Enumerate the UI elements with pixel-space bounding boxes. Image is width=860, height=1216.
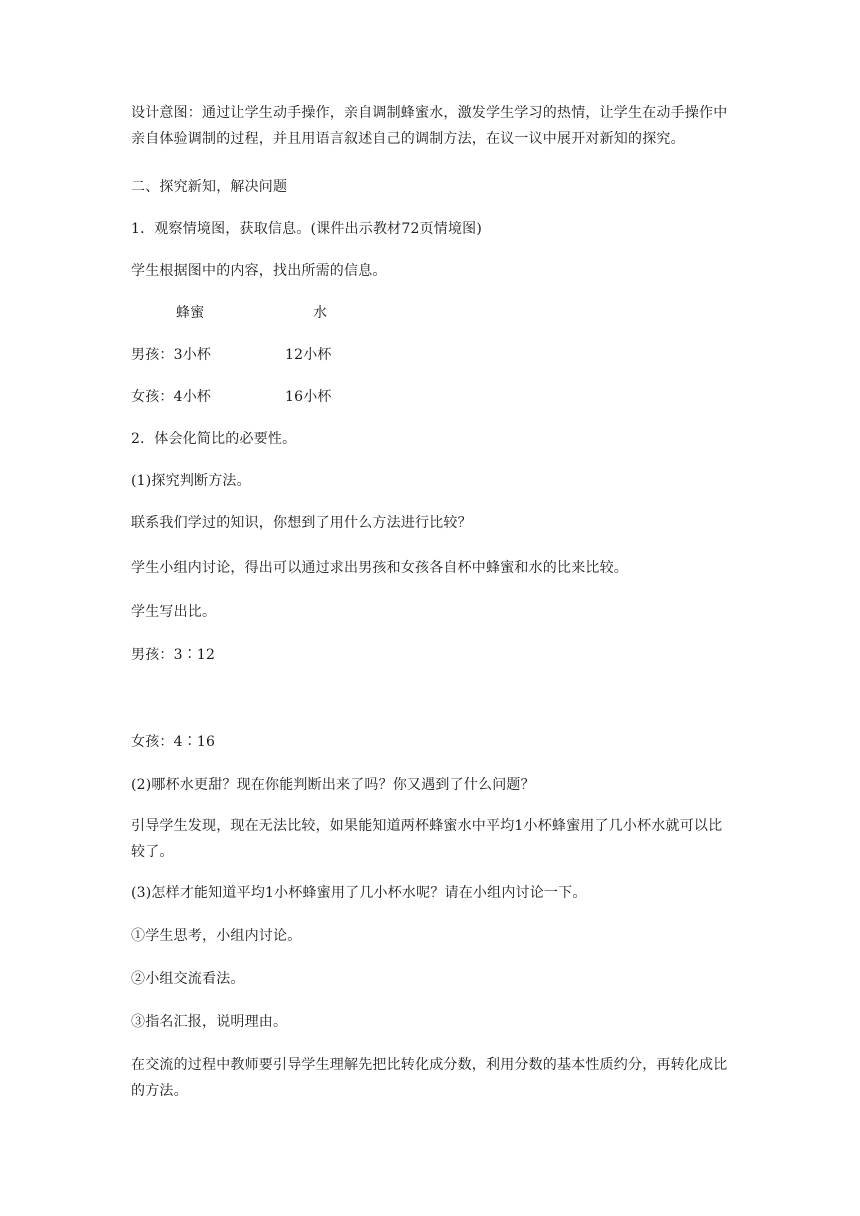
ratio-girl: 女孩：4∶16 [131,734,216,750]
step-1-heading: 1．观察情境图，获取信息。(课件出示教材72页情境图) [131,221,483,237]
sub-2-heading: (2)哪杯水更甜？现在你能判断出来了吗？你又遇到了什么问题？ [131,777,535,793]
step-1-description: 学生根据图中的内容，找出所需的信息。 [131,263,387,279]
step-2-heading: 2．体会化简比的必要性。 [131,431,297,447]
design-intent-paragraph: 设计意图：通过让学生动手操作，亲自调制蜂蜜水，激发学生学习的热情，让学生在动手操作中亲自体验调制的过程，并且用语言叙述自己的调制方法，在议一议中展开对新知的探究。 [131,105,728,147]
header-water: 水 [313,305,328,321]
sub-3-item-b: ②小组交流看法。 [131,971,245,987]
section-heading: 二、探究新知，解决问题 [131,179,288,195]
sub-1-write: 学生写出比。 [131,604,217,620]
closing-paragraph: 在交流的过程中教师要引导学生理解先把比转化成分数，利用分数的基本性质约分，再转化成比的方法。 [131,1057,728,1099]
row-label: 女孩：4小杯 [131,389,212,405]
sub-3-heading: (3)怎样才能知道平均1小杯蜂蜜用了几小杯水呢？请在小组内讨论一下。 [131,885,587,901]
ratio-boy: 男孩：3∶12 [131,647,216,663]
sub-3-item-a: ①学生思考，小组内讨论。 [131,928,302,944]
sub-3-item-c: ③指名汇报，说明理由。 [131,1014,288,1030]
row-water: 12小杯 [285,347,332,363]
row-label: 男孩：3小杯 [131,347,212,363]
sub-1-heading: (1)探究判断方法。 [131,473,251,489]
header-honey: 蜂蜜 [176,305,205,321]
row-water: 16小杯 [285,389,332,405]
sub-1-discussion: 学生小组内讨论，得出可以通过求出男孩和女孩各自杯中蜂蜜和水的比来比较。 [131,560,628,576]
sub-2-guide: 引导学生发现，现在无法比较，如果能知道两杯蜂蜜水中平均1小杯蜂蜜用了几小杯水就可以比较了。 [131,818,723,860]
sub-1-question: 联系我们学过的知识，你想到了用什么方法进行比较？ [131,515,472,531]
